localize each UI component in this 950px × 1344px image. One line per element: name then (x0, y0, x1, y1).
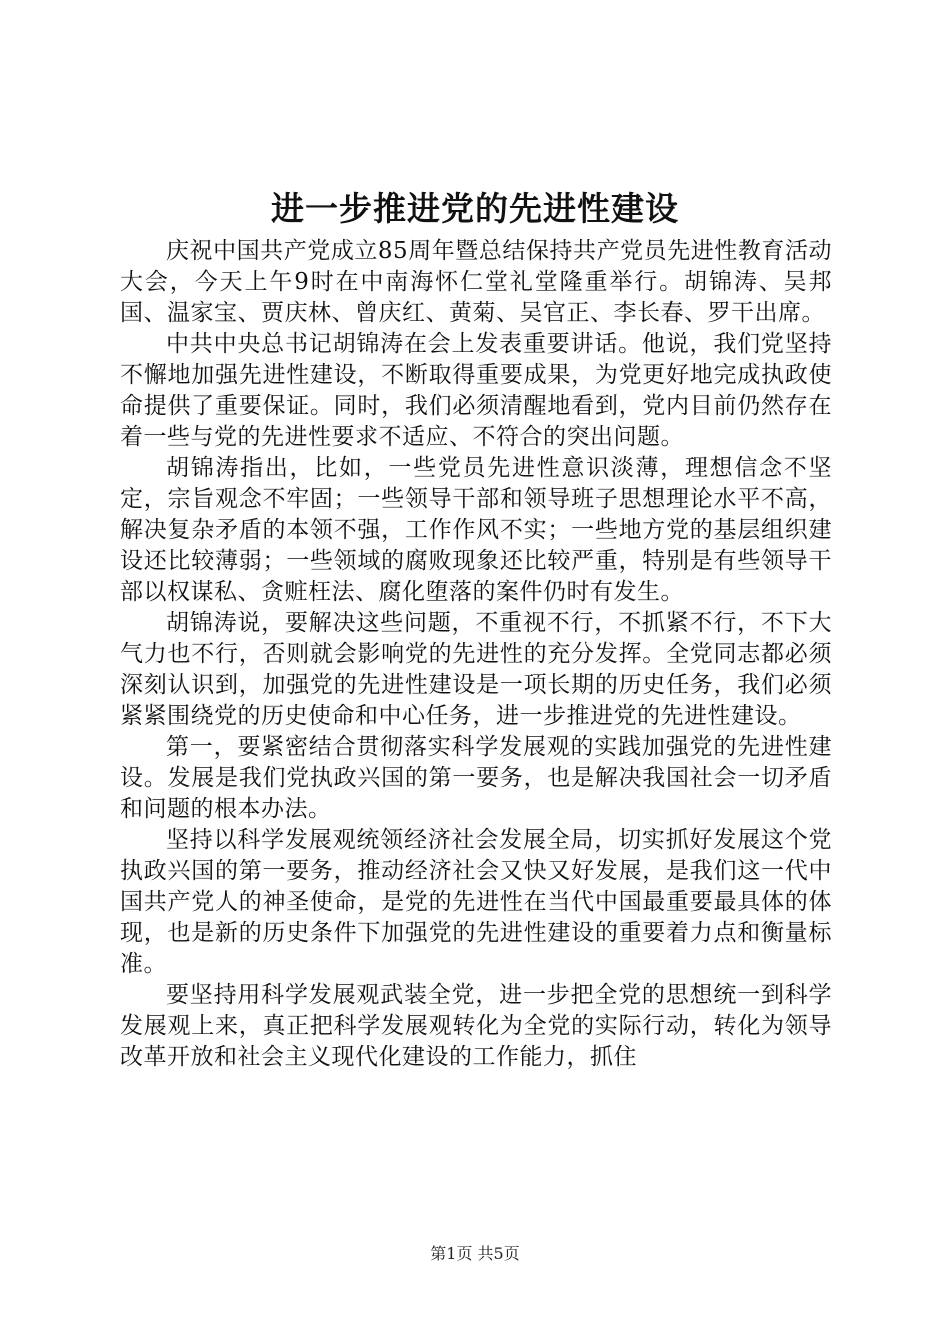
paragraph: 胡锦涛指出，比如，一些党员先进性意识淡薄，理想信念不坚定，宗旨观念不牢固；一些领导干部和领导班子思想理论水平不高，解决复杂矛盾的本领不强，工作作风不实；一些地方党的基层组织建设还比较薄弱；一些领域的腐败现象还比较严重，特别是有些领导干部以权谋私、贪赃枉法、腐化堕落的案件仍时有发生。 (120, 455, 832, 605)
paragraph: 中共中央总书记胡锦涛在会上发表重要讲话。他说，我们党坚持不懈地加强先进性建设，不断取得重要成果，为党更好地完成执政使命提供了重要保证。同时，我们必须清醒地看到，党内目前仍然存在着一些与党的先进性要求不适应、不符合的突出问题。 (120, 331, 832, 450)
paragraph: 第一，要紧密结合贯彻落实科学发展观的实践加强党的先进性建设。发展是我们党执政兴国的第一要务，也是解决我国社会一切矛盾和问题的根本办法。 (120, 734, 832, 822)
paragraph: 坚持以科学发展观统领经济社会发展全局，切实抓好发展这个党执政兴国的第一要务，推动经济社会又快又好发展，是我们这一代中国共产党人的神圣使命，是党的先进性在当代中国最重要最具体的体现，也是新的历史条件下加强党的先进性建设的重要着力点和衡量标准。 (120, 827, 832, 977)
document-title: 进一步推进党的先进性建设 (271, 189, 679, 228)
page-number-footer: 第1页 共5页 (430, 1244, 520, 1263)
paragraph: 庆祝中国共产党成立85周年暨总结保持共产党员先进性教育活动大会，今天上午9时在中南海怀仁堂礼堂隆重举行。胡锦涛、吴邦国、温家宝、贾庆林、曾庆红、黄菊、吴官正、李长春、罗干出席。 (120, 238, 832, 326)
paragraph: 要坚持用科学发展观武装全党，进一步把全党的思想统一到科学发展观上来，真正把科学发展观转化为全党的实际行动，转化为领导改革开放和社会主义现代化建设的工作能力，抓住 (120, 982, 832, 1070)
paragraph: 胡锦涛说，要解决这些问题，不重视不行，不抓紧不行，不下大气力也不行，否则就会影响党的先进性的充分发挥。全党同志都必须深刻认识到，加强党的先进性建设是一项长期的历史任务，我们必须紧紧围绕党的历史使命和中心任务，进一步推进党的先进性建设。 (120, 610, 832, 729)
document-body (120, 236, 832, 1073)
